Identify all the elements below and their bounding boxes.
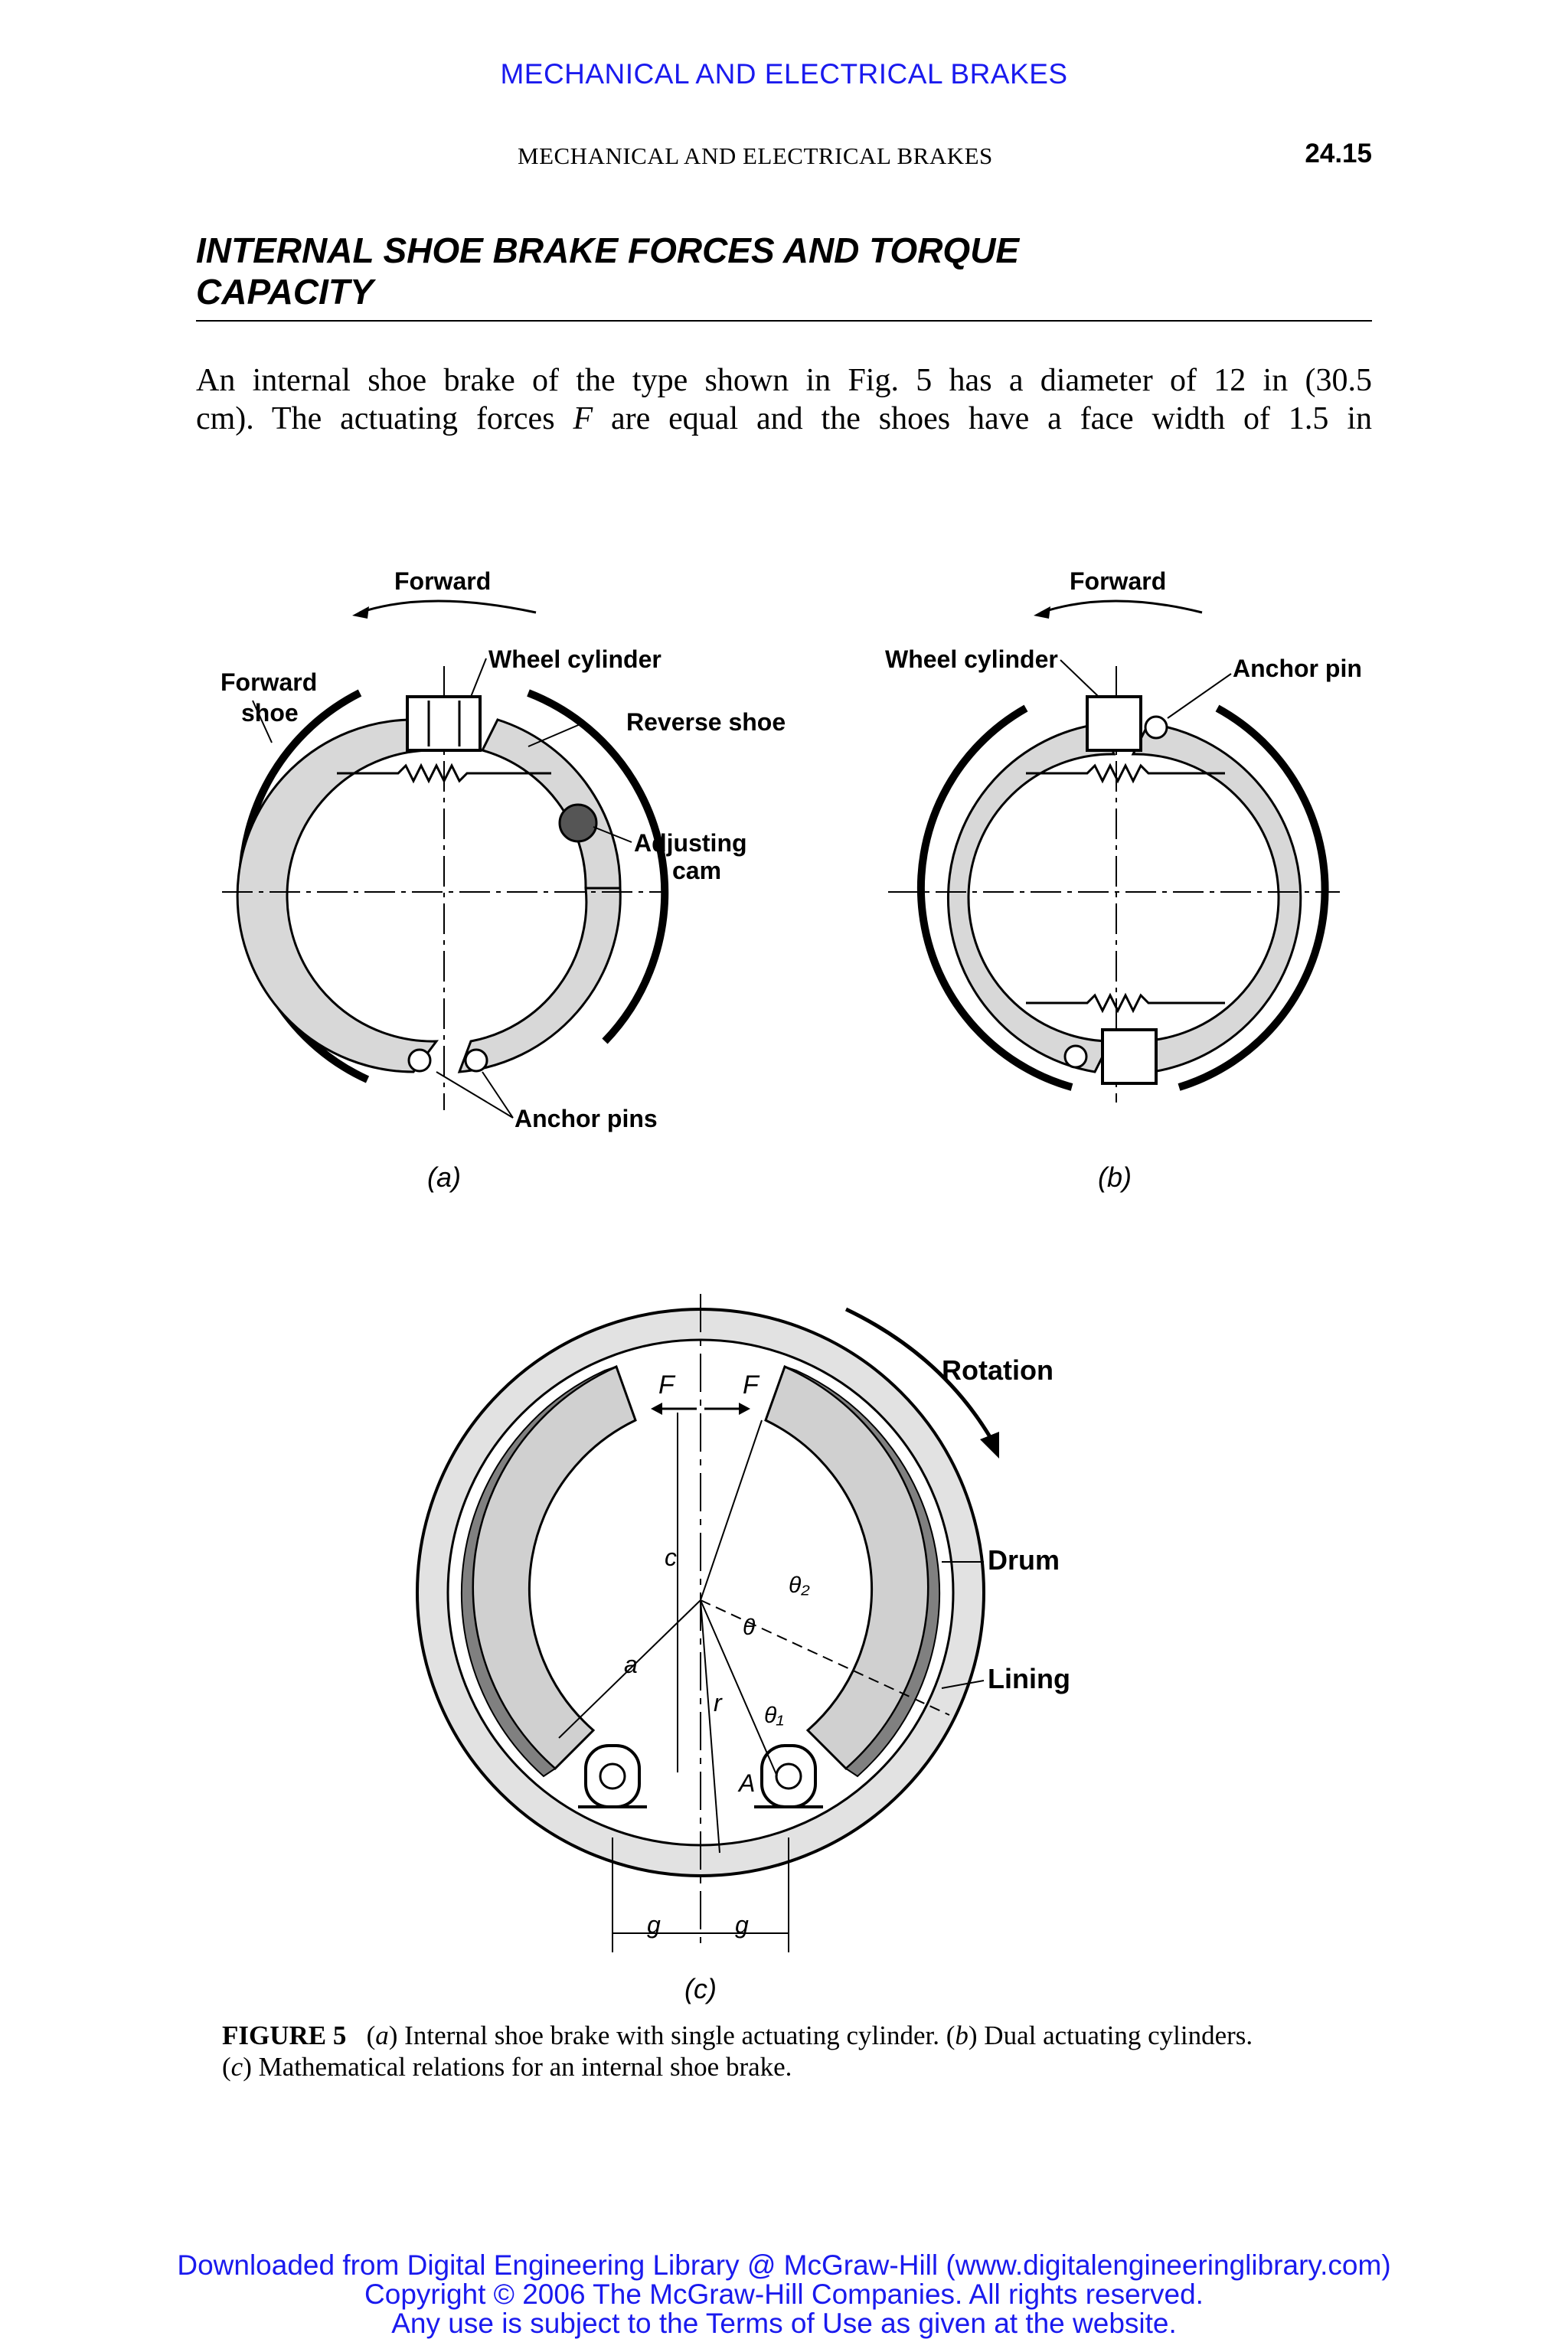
footer-line-3[interactable]: Any use is subject to the Terms of Use as given at the website. (391, 2308, 1177, 2339)
theta-label: θ (743, 1615, 756, 1640)
anchor-pin-label: Anchor pin (1233, 655, 1362, 682)
rotation-arrowhead (980, 1432, 999, 1459)
forward-arrowhead (1034, 606, 1050, 619)
theta2-label: θ₂ (789, 1573, 810, 1598)
footer-line-2: Copyright © 2006 The McGraw-Hill Companies. All rights reserved. (364, 2278, 1204, 2310)
theta1-label: θ₁ (764, 1703, 784, 1728)
wheel-cylinder-label: Wheel cylinder (488, 645, 662, 673)
section-title: INTERNAL SHOE BRAKE FORCES AND TORQUE CAPACITY (196, 230, 1020, 312)
anchor-pin-bottom (1065, 1046, 1086, 1067)
variable-F: F (573, 401, 593, 436)
adjusting-cam (560, 805, 596, 841)
top-link[interactable]: MECHANICAL AND ELECTRICAL BRAKES (500, 58, 1068, 90)
g-left-label: g (647, 1911, 661, 1939)
body-text: are equal and the shoes have a face width of 1.5 in (593, 401, 1372, 436)
reverse-shoe-upper (482, 720, 620, 888)
wheel-cylinder-bottom (1102, 1030, 1156, 1083)
wheel-cylinder-label: Wheel cylinder (885, 645, 1058, 673)
forward-arrow (1041, 601, 1202, 612)
A-label: A (739, 1769, 756, 1797)
r-label: r (714, 1689, 722, 1717)
figure-b-diagram (865, 551, 1386, 1194)
anchor-pin-right (466, 1050, 487, 1071)
anchor-pin-left (409, 1050, 430, 1071)
c-label: c (665, 1544, 677, 1571)
drum-label: Drum (988, 1544, 1060, 1576)
wheel-cylinder-top (1087, 697, 1141, 750)
running-head: MECHANICAL AND ELECTRICAL BRAKES (518, 142, 993, 169)
figure-a-label: (a) (427, 1161, 461, 1193)
a-label: a (624, 1651, 638, 1678)
download-footer (0, 2251, 1568, 2338)
page-number: 24.15 (1305, 139, 1372, 168)
forward-shoe-label-2: shoe (241, 699, 299, 727)
lining-label: Lining (988, 1663, 1070, 1694)
footer-line-1[interactable]: Downloaded from Digital Engineering Library @ McGraw-Hill (www.digitalengineeringlibrary.com) (177, 2249, 1391, 2281)
anchor-pin-top (1145, 717, 1167, 738)
F-left-label: F (658, 1370, 675, 1400)
anchor-pins-label: Anchor pins (514, 1105, 658, 1132)
body-line-1: An internal shoe brake of the type shown in Fig. 5 has a diameter of 12 in (30.5 (196, 363, 1372, 398)
figure-c-diagram (413, 1286, 1164, 2014)
forward-arrowhead (352, 606, 369, 619)
reverse-shoe-label: Reverse shoe (626, 708, 786, 736)
section-rule (196, 320, 1372, 322)
reverse-shoe-lower (459, 888, 620, 1072)
adjusting-cam-label-2: cam (671, 857, 722, 884)
caption-figure-number: FIGURE 5 (222, 2020, 347, 2050)
body-text: cm). The actuating forces (196, 401, 573, 436)
forward-label: Forward (1070, 567, 1167, 595)
g-right-label: g (735, 1911, 749, 1939)
forward-label: Forward (394, 567, 492, 595)
body-paragraph (196, 361, 1372, 438)
body-line-2 (196, 400, 1372, 438)
lower-spring (1026, 995, 1225, 1011)
figure-c-label: (c) (684, 1973, 717, 2004)
rotation-label: Rotation (942, 1354, 1054, 1386)
figure-a-diagram (207, 551, 819, 1194)
F-right-label: F (743, 1370, 759, 1400)
wheel-cylinder (407, 697, 480, 750)
adjusting-cam-label-1: Adjusting (634, 829, 747, 857)
figure-caption: FIGURE 5 (a) Internal shoe brake with single actuating cylinder. (b) Dual actuating cylinders. (c) Mathematical relations for an internal shoe brake. (222, 2020, 1253, 2082)
forward-arrow (360, 601, 536, 612)
figure-b-label: (b) (1098, 1161, 1132, 1193)
forward-shoe-label-1: Forward (220, 668, 318, 696)
